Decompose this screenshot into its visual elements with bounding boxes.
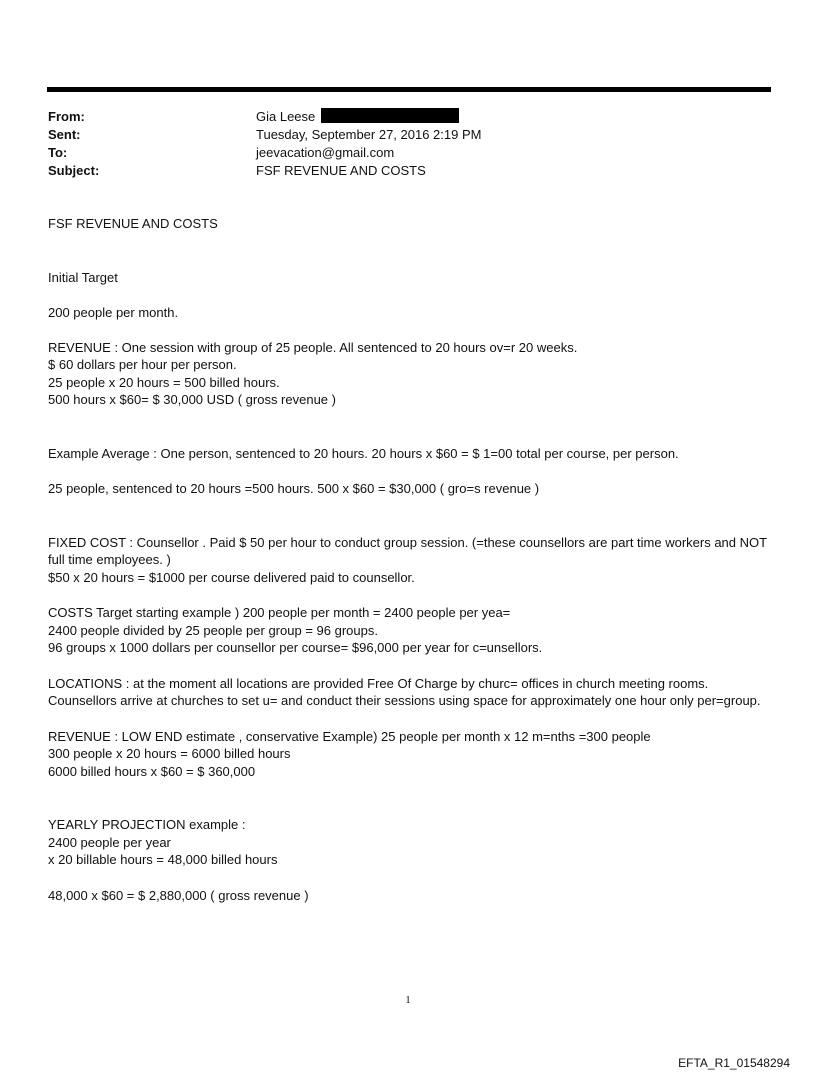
revenue-block [48,339,773,409]
page-number: 1 [405,994,411,1006]
to-row [48,144,748,162]
projection-block [48,816,773,869]
sent-value: Tuesday, September 27, 2016 2:19 PM [256,127,482,142]
subject-value: FSF REVENUE AND COSTS [256,163,426,178]
revenue-line: REVENUE : One session with group of 25 people. All sentenced to 20 hours ov=r 20 weeks. [48,339,578,355]
low-end-line: REVENUE : LOW END estimate , conservative Example) 25 people per month x 12 m=nths =300 people [48,728,651,744]
body-title: FSF REVENUE AND COSTS [48,216,218,231]
fixed-cost-line: $50 x 20 hours = $1000 per course delivered paid to counsellor. [48,569,415,585]
revenue-line: 25 people x 20 hours = 500 billed hours. [48,374,280,390]
projection-total: 48,000 x $60 = $ 2,880,000 ( gross revenue ) [48,887,309,903]
costs-block [48,604,773,657]
fixed-cost-block [48,534,773,587]
revenue-line: $ 60 dollars per hour per person. [48,357,237,372]
subject-row [48,162,748,180]
from-value: Gia Leese [256,109,316,124]
subject-label: Subject: [48,163,100,178]
people-per-month: 200 people per month. [48,305,179,320]
from-row [48,108,748,126]
locations-block [48,675,773,710]
costs-line: 96 groups x 1000 dollars per counsellor per course= $96,000 per year for c=unsellors. [48,640,543,655]
locations-line: LOCATIONS : at the moment all locations are provided Free Of Charge by churc= offices in church meeting rooms. Counsellors arrive at churches to set u= and conduct their sessions using space for approximately one hour only per=group. [48,675,761,708]
to-value: jeevacation@gmail.com [256,145,395,160]
fixed-cost-line: FIXED COST : Counsellor . Paid $ 50 per hour to conduct group session. (=these counsellors are part time workers and NOT full time employees. ) [48,534,767,567]
initial-target: Initial Target [48,269,118,285]
costs-line: COSTS Target starting example ) 200 people per month = 2400 people per yea= [48,605,511,620]
sent-row [48,126,748,144]
projection-line: 2400 people per year [48,834,171,850]
to-label: To: [48,145,68,160]
low-end-line: 300 people x 20 hours = 6000 billed hours [48,746,291,761]
low-end-block [48,728,773,781]
from-label: From: [48,109,85,124]
example-group: 25 people, sentenced to 20 hours =500 hours. 500 x $60 = $30,000 ( gro=s revenue ) [48,481,540,496]
redaction-block [321,108,459,123]
document-id: EFTA_R1_01548294 [678,1056,790,1070]
low-end-line: 6000 billed hours x $60 = $ 360,000 [48,763,256,779]
sent-label: Sent: [48,127,81,142]
email-body [48,215,773,904]
revenue-line: 500 hours x $60= $ 30,000 USD ( gross revenue ) [48,392,336,407]
example-average: Example Average : One person, sentenced to 20 hours. 20 hours x $60 = $ 1=00 total per course, per person. [48,445,679,461]
costs-line: 2400 people divided by 25 people per group = 96 groups. [48,622,378,638]
from-value-wrap [256,108,748,126]
header-rule [47,87,771,92]
projection-line: YEARLY PROJECTION example : [48,817,246,832]
email-header [48,108,748,180]
projection-line: x 20 billable hours = 48,000 billed hours [48,852,278,867]
